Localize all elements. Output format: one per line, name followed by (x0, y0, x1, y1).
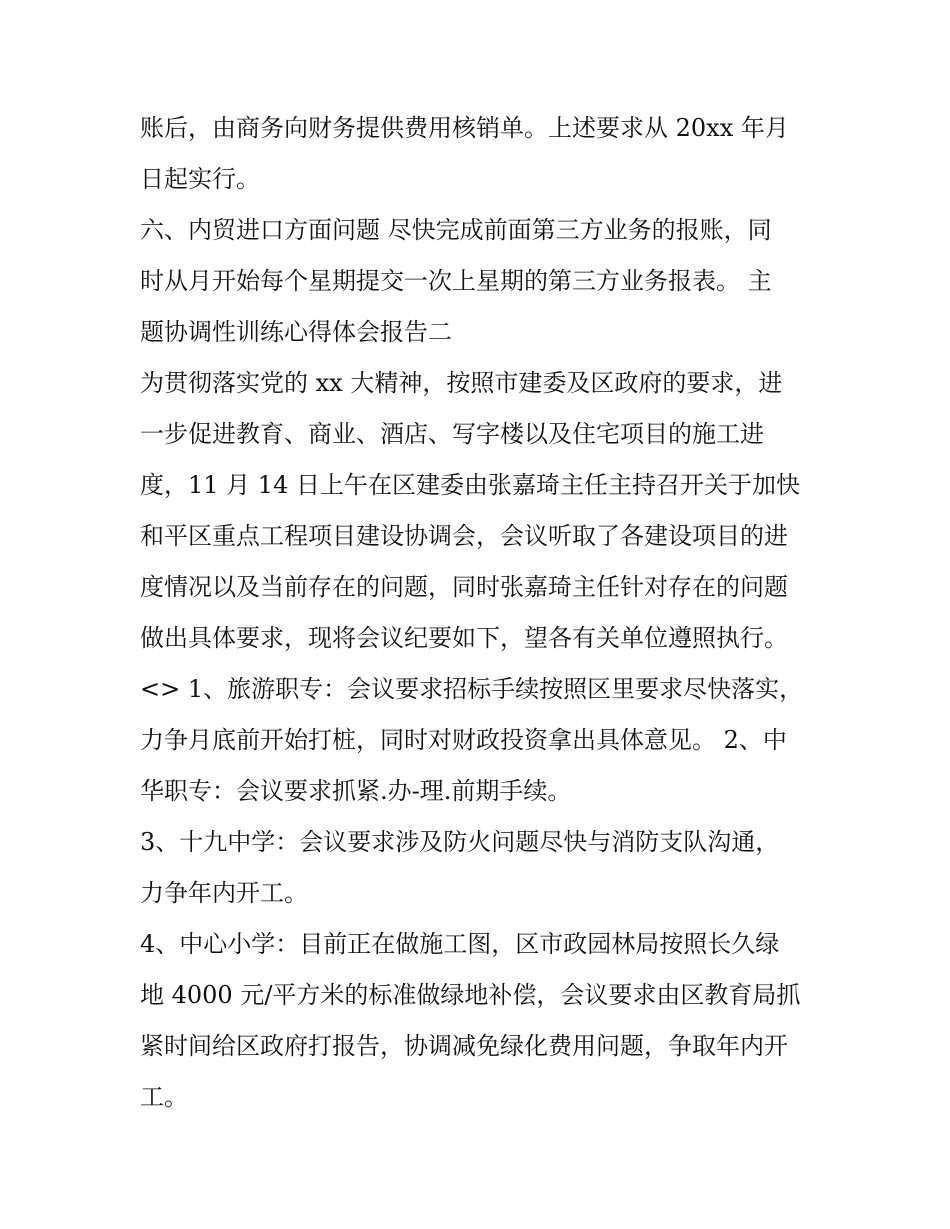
section-title: 题协调性训练心得体会报告二 (140, 318, 452, 346)
text-line: <> 1、旅游职专：会议要求招标手续按照区里要求尽快落实， (140, 675, 804, 703)
text-line: 日起实行。 (140, 165, 260, 193)
text-line: 3、十九中学：会议要求涉及防火问题尽快与消防支队沟通， (140, 828, 780, 856)
text-line: 一步促进教育、商业、酒店、写字楼以及住宅项目的施工进 (140, 420, 764, 448)
text-line: 度，11 月 14 日上午在区建委由张嘉琦主任主持召开关于加快 (140, 471, 800, 499)
text-line: 度情况以及当前存在的问题，同时张嘉琦主任针对存在的问题 (140, 573, 788, 601)
text-line: 时从月开始每个星期提交一次上星期的第三方业务报表。 主 (140, 267, 772, 295)
text-line: 华职专：会议要求抓紧.办-理.前期手续。 (140, 777, 572, 805)
text-line: 4、中心小学：目前正在做施工图，区市政园林局按照长久绿 (140, 930, 780, 958)
text-line: 账后，由商务向财务提供费用核销单。上述要求从 20xx 年月 (140, 114, 789, 142)
text-line: 为贯彻落实党的 xx 大精神，按照市建委及区政府的要求，进 (140, 369, 783, 397)
text-line: 六、内贸进口方面问题 尽快完成前面第三方业务的报账，同 (140, 216, 772, 244)
document-body (140, 103, 830, 1123)
text-line: 做出具体要求，现将会议纪要如下，望各有关单位遵照执行。 (140, 624, 788, 652)
text-line: 地 4000 元/平方米的标准做绿地补偿，会议要求由区教育局抓 (140, 981, 801, 1009)
text-line: 力争年内开工。 (140, 879, 308, 907)
text-line: 和平区重点工程项目建设协调会，会议听取了各建设项目的进 (140, 522, 788, 550)
text-line: 工。 (140, 1083, 188, 1111)
text-line: 紧时间给区政府打报告，协调减免绿化费用问题，争取年内开 (140, 1032, 788, 1060)
text-line: 力争月底前开始打桩，同时对财政投资拿出具体意见。 2、中 (140, 726, 787, 754)
